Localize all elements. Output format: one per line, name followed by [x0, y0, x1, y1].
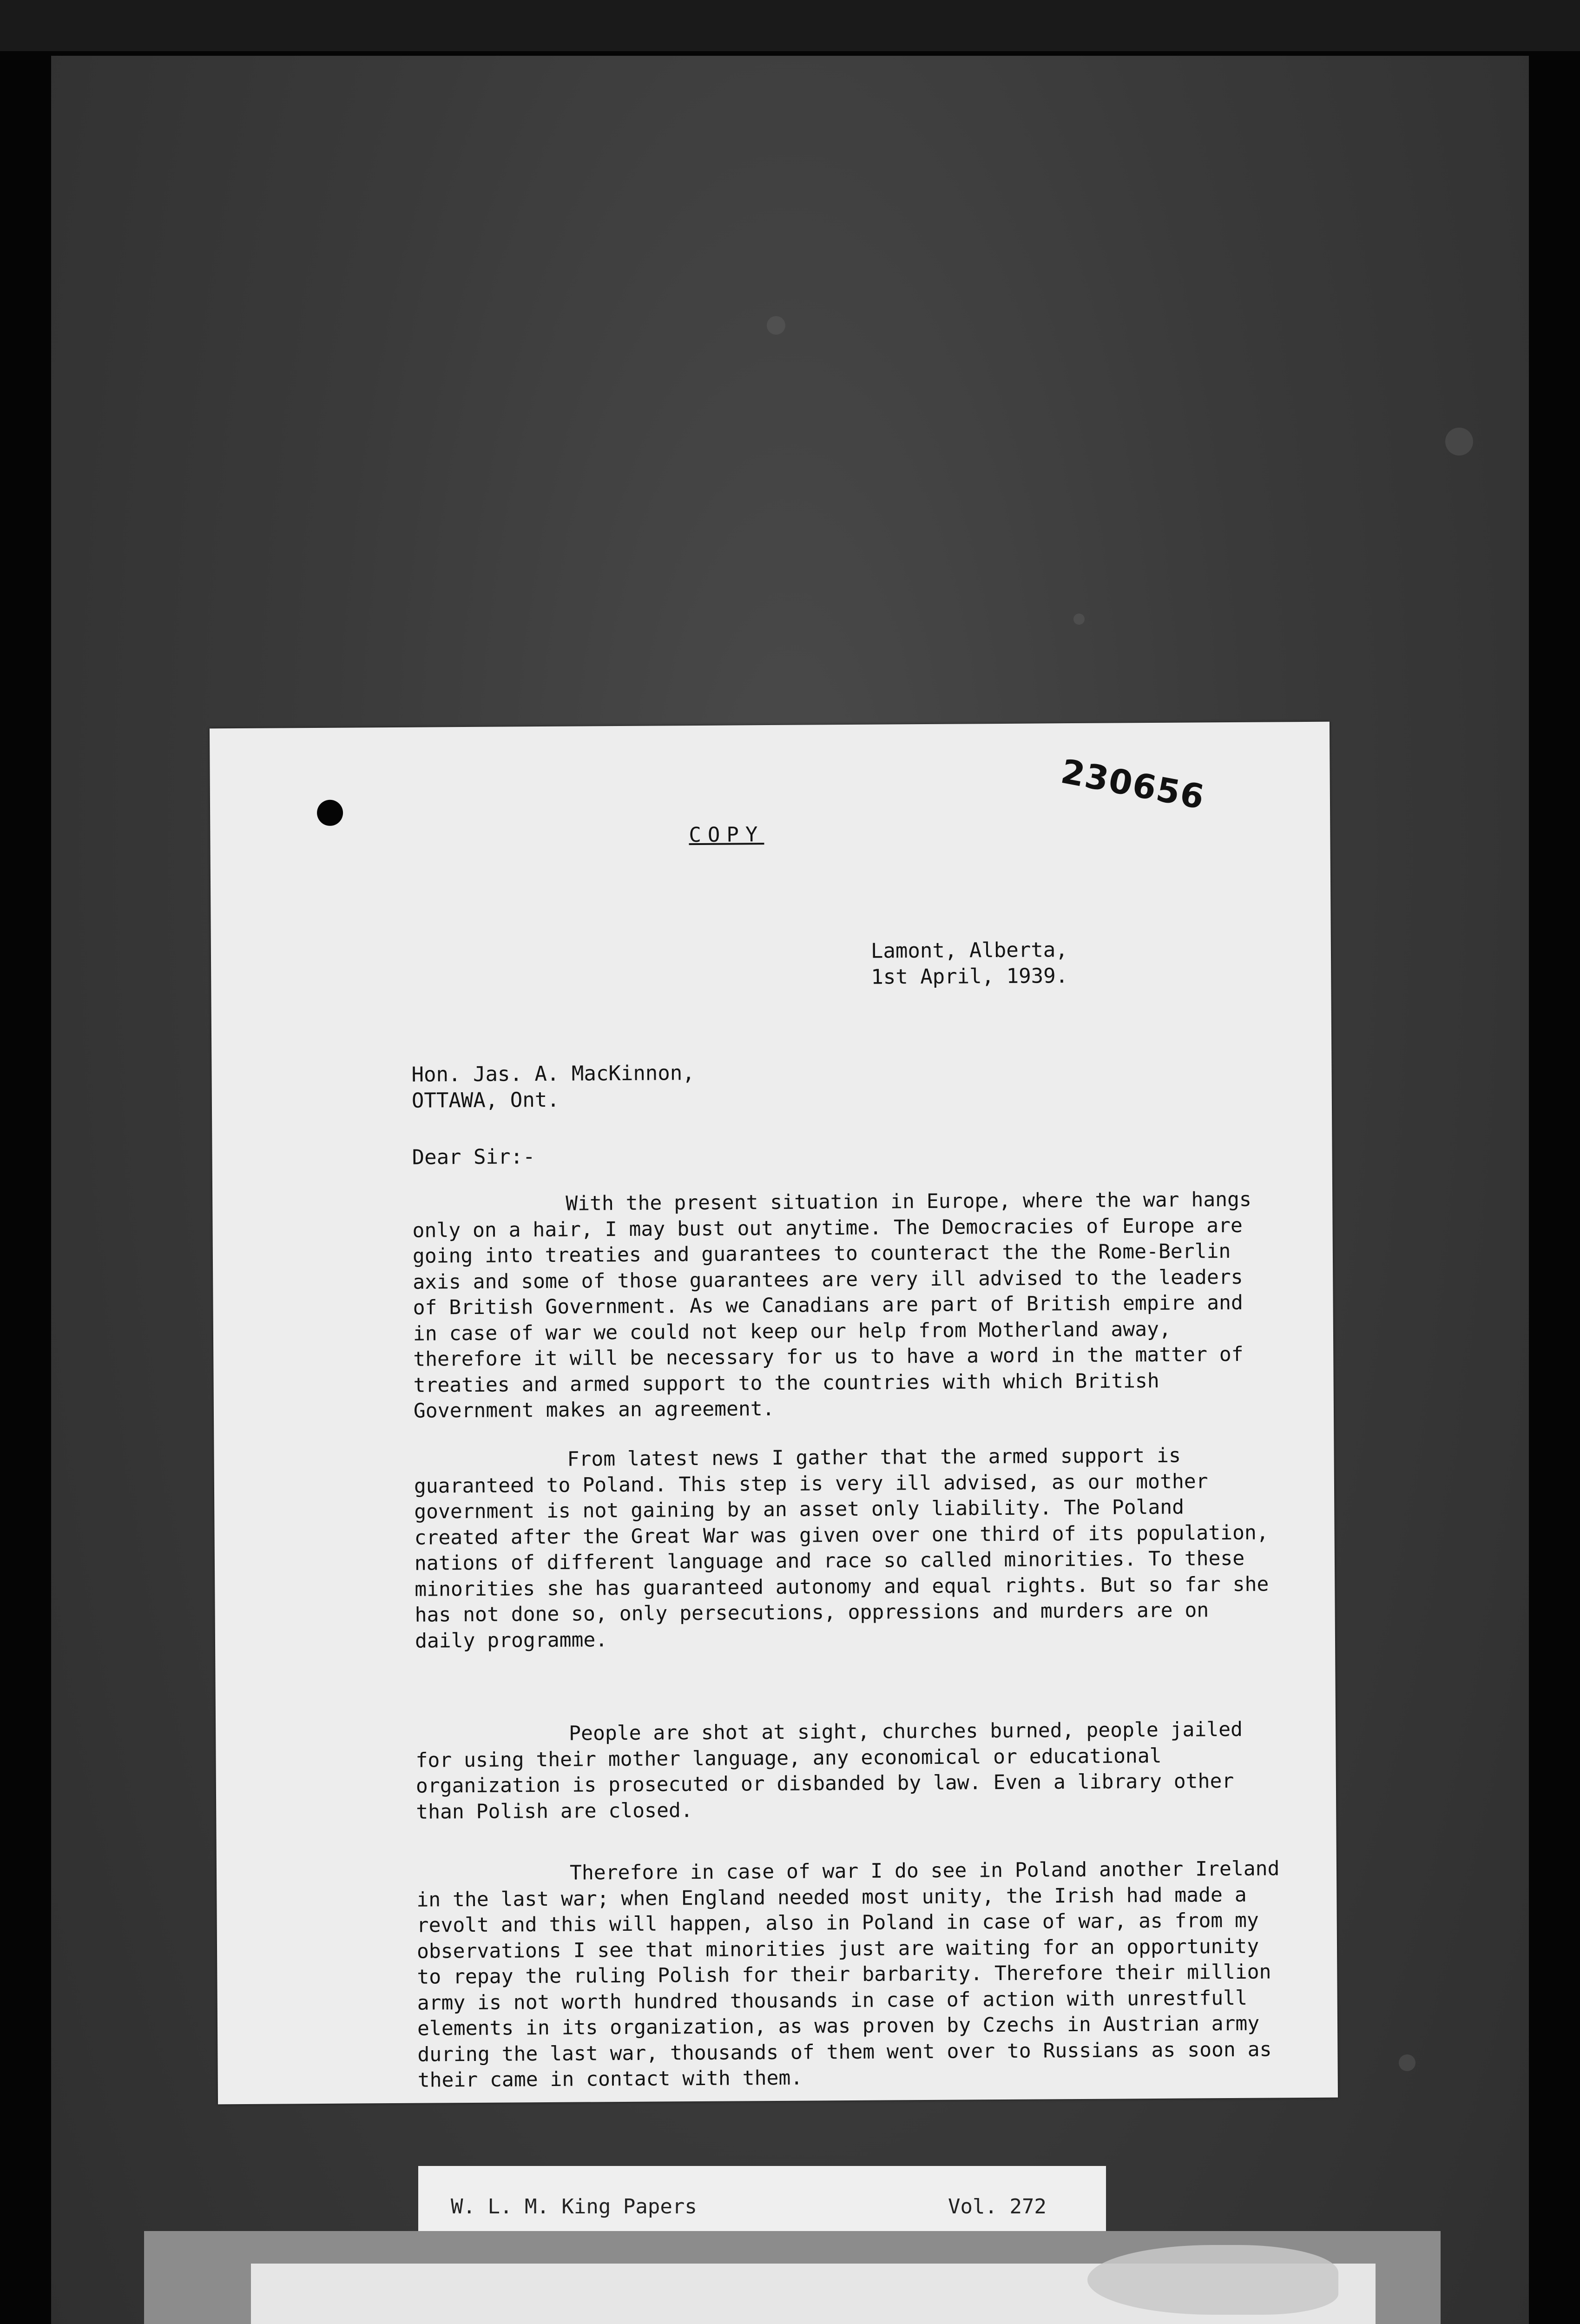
film-border-top: [0, 0, 1580, 51]
speck: [1399, 2054, 1415, 2071]
date-line: 1st April, 1939.: [871, 964, 1068, 989]
recipient-city: OTTAWA, Ont.: [411, 1088, 560, 1113]
document-number: 230656: [1058, 752, 1208, 817]
recipient-address: [411, 1060, 695, 1114]
body-paragraph-4: Therefore in case of war I do see in Poland another Ireland in the last war; when England needed most unity, the Irish had made a revolt and this will happen, also in Poland in case of war, as from my observations I see that minorities just are waiting for an opportunity to repay the ruling Polish for their barbarity. Therefore their million army is not worth hundred thousands in case of action with unrestfull elements in its organization, as was proven by Czechs in Austrian army during the last war, thousands of them went over to Russians as soon as their came in contact with them.: [416, 1857, 1280, 2092]
salutation: Dear Sir:-: [412, 1145, 535, 1169]
archives-placard: [251, 2264, 1376, 2324]
place-line: Lamont, Alberta,: [870, 938, 1068, 963]
speck: [1073, 614, 1085, 625]
volume-number: Vol. 272: [948, 2195, 1047, 2218]
body-paragraph-1: With the present situation in Europe, where the war hangs only on a hair, I may bust out anytime. The Democracies of Europe are going into treaties and guarantees to counteract the the Rome-Berlin axis and some of those guarantees are very ill advised to the leaders of British Government. As we Canadians are part of British empire and in case of war we could not keep our help from Motherland away, therefore it will be necessary for us to have a word in the matter of treaties and armed support to the countries with which British Government makes an agreement.: [412, 1188, 1252, 1423]
body-paragraph-3: People are shot at sight, churches burned, people jailed for using their mother language, any economical or educational organization is prosecuted or disbanded by law. Even a library other than Polish are closed.: [415, 1717, 1243, 1824]
collection-name: W. L. M. King Papers: [451, 2195, 697, 2218]
copy-heading: COPY: [689, 823, 764, 847]
recipient-name: Hon. Jas. A. MacKinnon,: [411, 1061, 695, 1087]
tape-strip: [1087, 2245, 1338, 2315]
place-and-date: [871, 937, 1068, 990]
body-paragraph-2: From latest news I gather that the armed support is guaranteed to Poland. This step is very ill advised, as our mother government is not gaining by an asset only liability. The Poland created after the Great War was given over one third of its population, nations of different language and race so called minorities. To these minorities she has guaranteed autonomy and equal rights. But so far she has not done so, only persecutions, oppressions and murders are on daily programme.: [414, 1444, 1269, 1653]
letter-page: [210, 722, 1338, 2105]
speck: [1445, 428, 1473, 456]
speck: [767, 316, 785, 335]
punch-hole: [317, 800, 343, 826]
